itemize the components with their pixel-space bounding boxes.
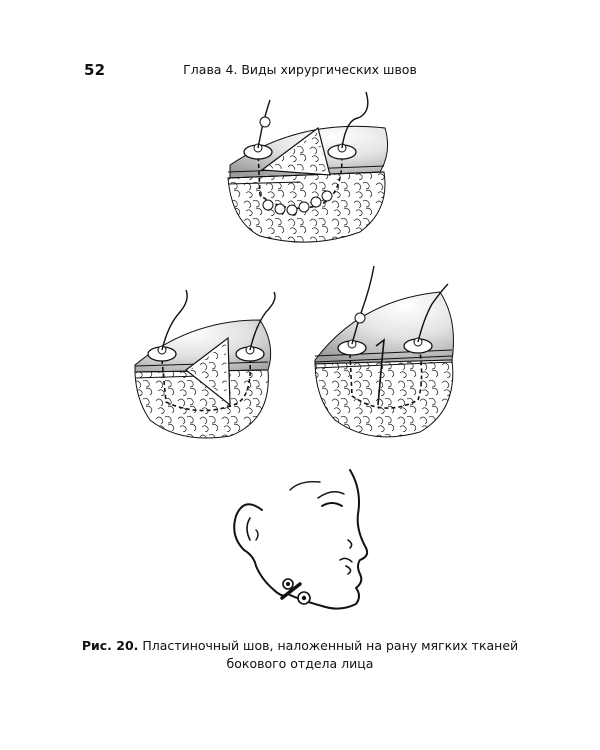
page-number: 52 <box>84 61 106 79</box>
figure-label: Рис. 20. <box>81 638 139 653</box>
suture-panel-top <box>228 92 388 242</box>
suture-panel-middle-left <box>135 290 275 438</box>
running-title: Глава 4. Виды хирургических швов <box>183 62 417 77</box>
caption-line-1 <box>0 637 600 655</box>
suture-panel-middle-right <box>315 266 454 437</box>
caption-line-2: бокового отдела лица <box>226 656 374 671</box>
caption-text-1: Пластиночный шов, наложенный на рану мягких тканей <box>142 638 519 653</box>
face-profile-illustration <box>234 470 367 609</box>
figure-caption <box>0 637 600 673</box>
